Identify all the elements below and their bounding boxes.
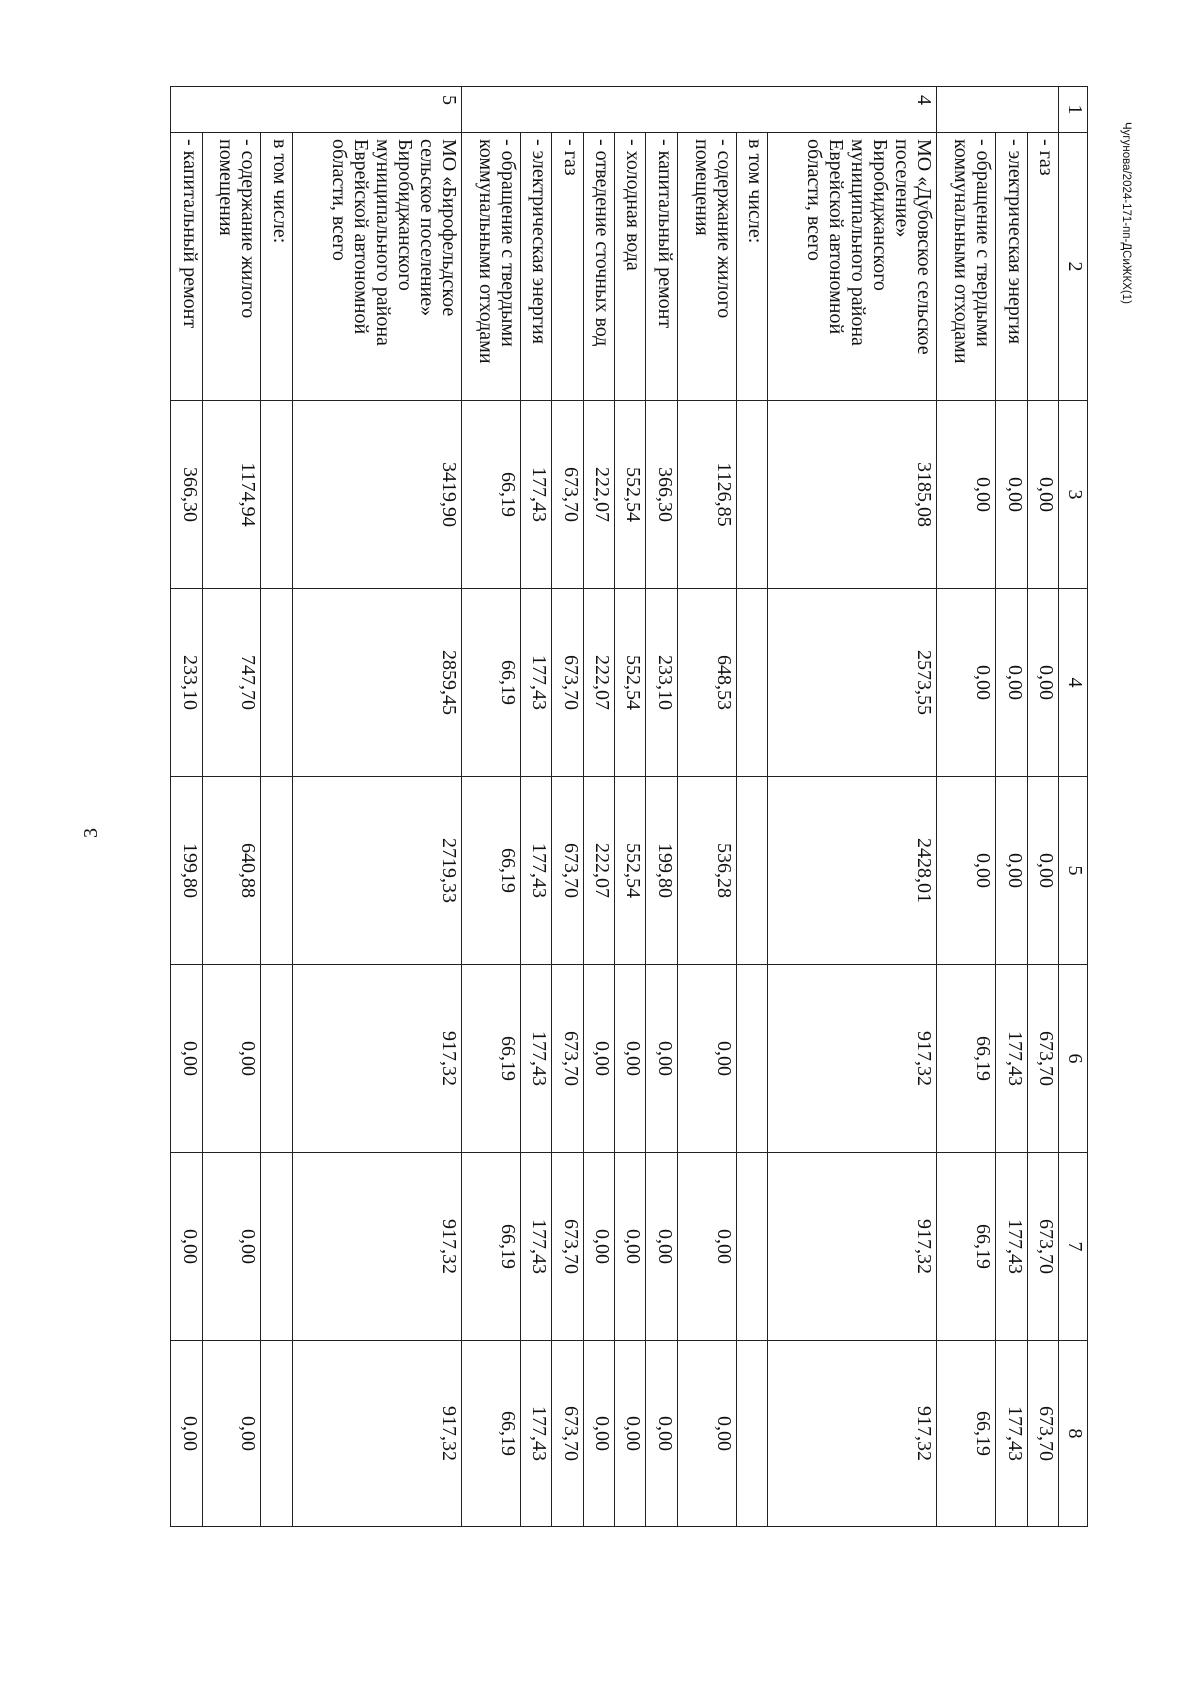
value-cell [261, 1153, 292, 1341]
table-container [170, 86, 1088, 1526]
value-cell: 0,00 [202, 1341, 261, 1527]
value-cell: 0,00 [646, 965, 677, 1153]
row-label: МО «Бирофельдское сельское поселение» Биробиджанского муниципального района Еврейской автономной области, всего [292, 133, 461, 401]
table-row [996, 87, 1027, 1527]
value-cell [261, 965, 292, 1153]
row-label: - капитальный ремонт [646, 133, 677, 401]
value-cell: 917,32 [292, 1153, 461, 1341]
table-row [1027, 87, 1058, 1527]
column-header: 6 [1059, 965, 1088, 1153]
value-cell: 673,70 [552, 589, 583, 777]
value-cell: 66,19 [462, 777, 521, 965]
value-cell: 177,43 [521, 777, 552, 965]
value-cell: 536,28 [677, 777, 736, 965]
value-cell: 0,00 [996, 777, 1027, 965]
value-cell: 177,43 [521, 965, 552, 1153]
value-cell: 0,00 [1027, 777, 1058, 965]
value-cell [261, 1341, 292, 1527]
row-label: - содержание жилого помещения [677, 133, 736, 401]
value-cell: 233,10 [171, 589, 203, 777]
value-cell: 0,00 [202, 1153, 261, 1341]
value-cell: 66,19 [462, 965, 521, 1153]
value-cell: 1174,94 [202, 401, 261, 589]
value-cell: 66,19 [937, 1153, 996, 1341]
value-cell: 177,43 [521, 589, 552, 777]
row-label: - отведение сточных вод [583, 133, 614, 401]
table-row [677, 87, 736, 1527]
value-cell [736, 1153, 767, 1341]
table-row [736, 87, 767, 1527]
value-cell: 0,00 [171, 1153, 203, 1341]
page-number: 3 [80, 828, 102, 838]
table-row [768, 87, 937, 1527]
value-cell: 2719,33 [292, 777, 461, 965]
value-cell: 0,00 [937, 589, 996, 777]
row-index: 5 [171, 87, 462, 133]
value-cell: 552,54 [615, 589, 646, 777]
document-code: Чугунова/2024-171-пп-ДСиЖКХ(1) [1120, 122, 1132, 304]
value-cell: 673,70 [1027, 1153, 1058, 1341]
row-index [937, 87, 1059, 133]
value-cell: 0,00 [1027, 589, 1058, 777]
value-cell: 66,19 [462, 1341, 521, 1527]
value-cell: 648,53 [677, 589, 736, 777]
column-header: 4 [1059, 589, 1088, 777]
value-cell: 0,00 [996, 401, 1027, 589]
value-cell: 0,00 [677, 1153, 736, 1341]
table-row [521, 87, 552, 1527]
table-row [202, 87, 261, 1527]
value-cell: 0,00 [583, 965, 614, 1153]
table-body [171, 87, 1059, 1527]
value-cell [736, 777, 767, 965]
value-cell: 1126,85 [677, 401, 736, 589]
value-cell: 917,32 [768, 1153, 937, 1341]
value-cell: 177,43 [996, 1341, 1027, 1527]
value-cell: 0,00 [1027, 401, 1058, 589]
table-row [937, 87, 996, 1527]
value-cell: 640,88 [202, 777, 261, 965]
value-cell: 917,32 [292, 965, 461, 1153]
value-cell: 673,70 [1027, 1341, 1058, 1527]
row-label: - капитальный ремонт [171, 133, 203, 401]
value-cell: 0,00 [202, 965, 261, 1153]
value-cell [736, 1341, 767, 1527]
row-label: - электрическая энергия [521, 133, 552, 401]
value-cell [736, 965, 767, 1153]
column-header: 1 [1059, 87, 1088, 133]
value-cell: 177,43 [996, 965, 1027, 1153]
value-cell [261, 589, 292, 777]
value-cell: 66,19 [462, 401, 521, 589]
value-cell: 222,07 [583, 589, 614, 777]
value-cell: 66,19 [462, 589, 521, 777]
table-row [583, 87, 614, 1527]
table-row [462, 87, 521, 1527]
value-cell: 0,00 [937, 777, 996, 965]
value-cell: 2859,45 [292, 589, 461, 777]
value-cell: 0,00 [677, 1341, 736, 1527]
column-header: 3 [1059, 401, 1088, 589]
value-cell: 0,00 [646, 1153, 677, 1341]
value-cell: 673,70 [552, 1153, 583, 1341]
value-cell: 3419,90 [292, 401, 461, 589]
value-cell: 673,70 [552, 777, 583, 965]
value-cell [261, 777, 292, 965]
value-cell: 673,70 [552, 965, 583, 1153]
row-label: - содержание жилого помещения [202, 133, 261, 401]
value-cell: 673,70 [552, 1341, 583, 1527]
value-cell: 2428,01 [768, 777, 937, 965]
value-cell: 66,19 [937, 1341, 996, 1527]
table-row [292, 87, 461, 1527]
column-header: 8 [1059, 1341, 1088, 1527]
value-cell: 552,54 [615, 401, 646, 589]
column-header: 2 [1059, 133, 1088, 401]
row-label: в том числе: [736, 133, 767, 401]
value-cell: 3185,08 [768, 401, 937, 589]
value-cell: 0,00 [615, 965, 646, 1153]
column-header: 5 [1059, 777, 1088, 965]
value-cell: 199,80 [171, 777, 203, 965]
value-cell: 0,00 [615, 1153, 646, 1341]
value-cell: 222,07 [583, 777, 614, 965]
value-cell: 66,19 [937, 965, 996, 1153]
value-cell: 673,70 [1027, 965, 1058, 1153]
table-row [646, 87, 677, 1527]
value-cell: 177,43 [996, 1153, 1027, 1341]
value-cell [736, 589, 767, 777]
value-cell: 0,00 [996, 589, 1027, 777]
value-cell [736, 401, 767, 589]
row-index: 4 [462, 87, 937, 133]
row-label: - холодная вода [615, 133, 646, 401]
value-cell: 0,00 [583, 1153, 614, 1341]
row-label: - обращение с твердыми коммунальными отходами [937, 133, 996, 401]
value-cell: 177,43 [521, 1153, 552, 1341]
row-label: - электрическая энергия [996, 133, 1027, 401]
value-cell: 66,19 [462, 1153, 521, 1341]
value-cell: 366,30 [171, 401, 203, 589]
value-cell: 917,32 [768, 1341, 937, 1527]
tariff-table [170, 86, 1088, 1527]
value-cell: 747,70 [202, 589, 261, 777]
value-cell: 366,30 [646, 401, 677, 589]
value-cell: 0,00 [583, 1341, 614, 1527]
value-cell: 177,43 [521, 1341, 552, 1527]
value-cell: 673,70 [552, 401, 583, 589]
table-row [261, 87, 292, 1527]
value-cell: 0,00 [171, 965, 203, 1153]
value-cell: 917,32 [768, 965, 937, 1153]
column-header: 7 [1059, 1153, 1088, 1341]
value-cell [261, 401, 292, 589]
value-cell: 0,00 [937, 401, 996, 589]
value-cell: 199,80 [646, 777, 677, 965]
table-row [552, 87, 583, 1527]
table-row [171, 87, 203, 1527]
value-cell: 0,00 [677, 965, 736, 1153]
row-label: - обращение с твердыми коммунальными отходами [462, 133, 521, 401]
value-cell: 177,43 [521, 401, 552, 589]
value-cell: 0,00 [646, 1341, 677, 1527]
table-row [615, 87, 646, 1527]
row-label: - газ [1027, 133, 1058, 401]
value-cell: 552,54 [615, 777, 646, 965]
value-cell: 0,00 [615, 1341, 646, 1527]
row-label: - газ [552, 133, 583, 401]
value-cell: 233,10 [646, 589, 677, 777]
row-label: в том числе: [261, 133, 292, 401]
value-cell: 0,00 [171, 1341, 203, 1527]
header-row [1059, 87, 1088, 1527]
value-cell: 917,32 [292, 1341, 461, 1527]
row-label: МО «Дубовское сельское поселение» Биробиджанского муниципального района Еврейской автономной области, всего [768, 133, 937, 401]
value-cell: 2573,55 [768, 589, 937, 777]
value-cell: 222,07 [583, 401, 614, 589]
